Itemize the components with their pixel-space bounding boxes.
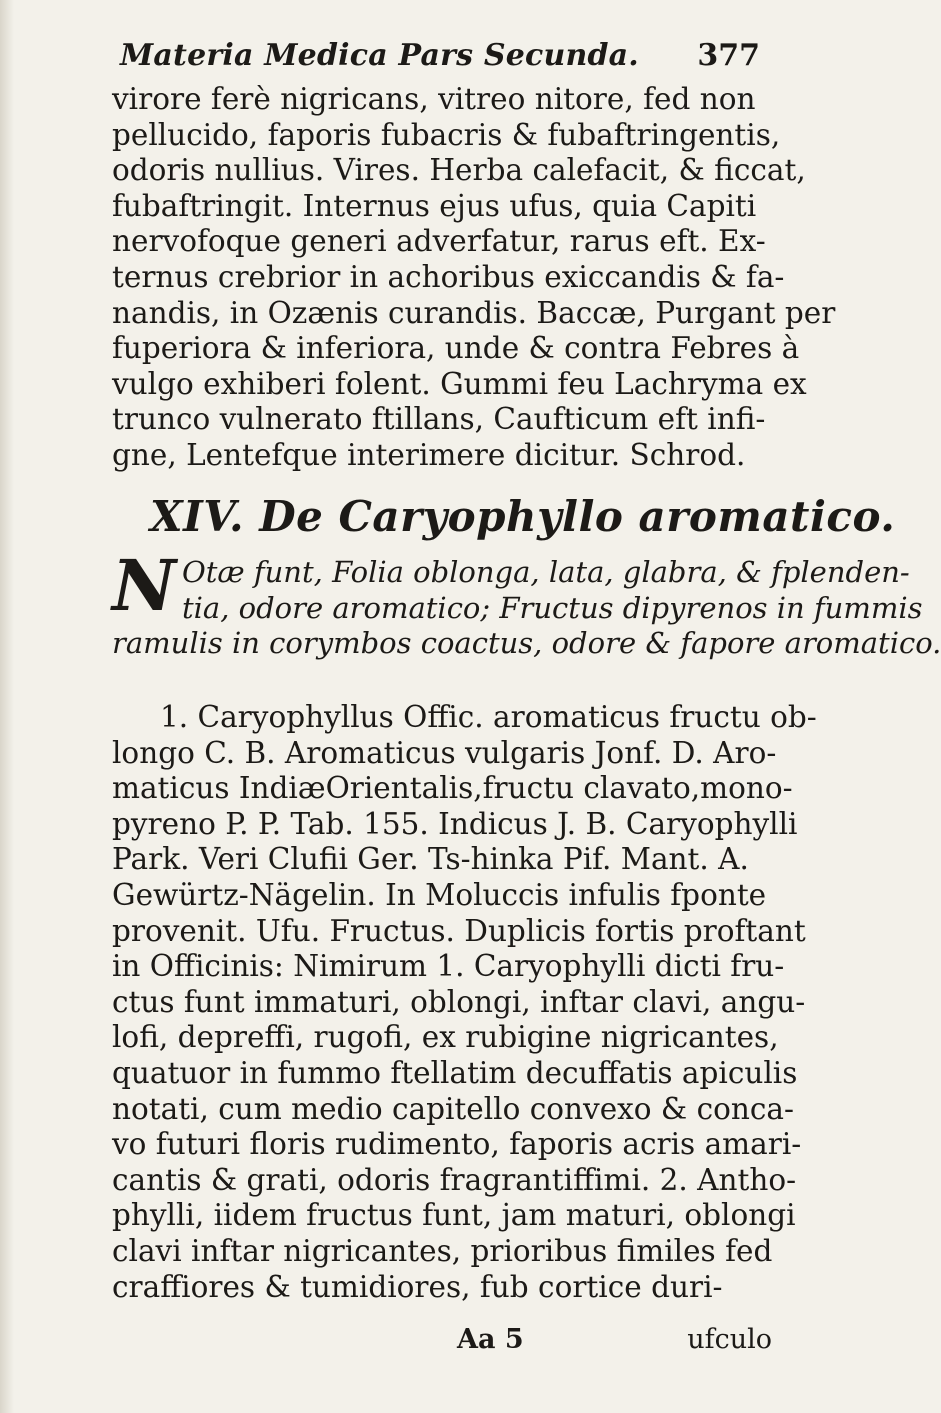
page-footer <box>112 1324 792 1364</box>
continued-paragraph <box>112 82 836 474</box>
drop-cap: N <box>112 544 176 627</box>
text-line: maticus IndiæOrientalis,fructu clavato,mono- <box>112 771 793 806</box>
text-line: in Officinis: Nimirum 1. Caryophylli dicti fru- <box>112 949 785 984</box>
text-line: pellucido, faporis fubacris & fubaftringentis, <box>112 117 781 152</box>
text-line: nandis, in Ozænis curandis. Baccæ, Purgant per <box>112 295 836 330</box>
page-header <box>120 38 760 78</box>
main-paragraph <box>112 700 817 1305</box>
text-line: ctus funt immaturi, oblongi, inftar clavi, angu- <box>112 984 806 1019</box>
notes-line: ramulis in corymbos coactus, odore & fapore aromatico. <box>112 626 941 661</box>
text-line: craffiores & tumidiores, fub cortice duri- <box>112 1269 723 1304</box>
text-line: vo futuri floris rudimento, faporis acris amari- <box>112 1127 802 1162</box>
section-heading: XIV. De Caryophyllo aromatico. <box>150 492 896 541</box>
text-line: phylli, iidem fructus funt, jam maturi, oblongi <box>112 1198 796 1233</box>
text-line: pyreno P. P. Tab. 155. Indicus J. B. Caryophylli <box>112 806 798 841</box>
text-line: trunco vulnerato ftillans, Caufticum eft infi- <box>112 402 766 437</box>
running-title: Materia Medica Pars Secunda. <box>120 38 639 73</box>
catchword: ufculo <box>687 1324 772 1355</box>
text-line: 1. Caryophyllus Offic. aromaticus fructu ob- <box>160 700 817 734</box>
text-line: vulgo exhiberi folent. Gummi feu Lachryma ex <box>112 366 807 401</box>
signature-mark: Aa 5 <box>457 1324 524 1355</box>
text-line: quatuor in fummo ftellatim decuffatis apiculis <box>112 1055 798 1090</box>
text-line: provenit. Ufu. Fructus. Duplicis fortis proftant <box>112 913 806 948</box>
text-line: ternus crebrior in achoribus exiccandis & fa- <box>112 259 785 294</box>
text-line: cantis & grati, odoris fragrantiffimi. 2. Antho- <box>112 1162 797 1197</box>
text-line: clavi inftar nigricantes, prioribus fimiles fed <box>112 1233 773 1268</box>
notes-line: Otæ funt, Folia oblonga, lata, glabra, & fplenden- <box>181 555 910 589</box>
page-gutter-shadow <box>0 0 14 1413</box>
text-line: odoris nullius. Vires. Herba calefacit, & ficcat, <box>112 153 806 188</box>
page-number: 377 <box>697 38 760 73</box>
notes-line: tia, odore aromatico; Fructus dipyrenos in fummis <box>181 590 923 625</box>
text-line: fubaftringit. Internus ejus ufus, quia Capiti <box>112 188 757 223</box>
text-line: virore ferè nigricans, vitreo nitore, fed non <box>112 82 756 116</box>
text-line: Park. Veri Clufii Ger. Ts-hinka Pif. Mant. A. <box>112 842 749 877</box>
text-line: nervofoque generi adverfatur, rarus eft. Ex- <box>112 224 766 259</box>
text-line: notati, cum medio capitello convexo & conca- <box>112 1091 794 1126</box>
text-line: longo C. B. Aromaticus vulgaris Jonf. D. Aro- <box>112 735 777 770</box>
text-line: gne, Lentefque interimere dicitur. Schrod. <box>112 437 746 472</box>
text-line: lofi, depreffi, rugofi, ex rubigine nigricantes, <box>112 1020 779 1055</box>
text-line: Gewürtz-Nägelin. In Moluccis infulis fponte <box>112 877 767 912</box>
notes-paragraph <box>112 544 941 662</box>
text-line: fuperiora & inferiora, unde & contra Febres à <box>112 331 800 366</box>
